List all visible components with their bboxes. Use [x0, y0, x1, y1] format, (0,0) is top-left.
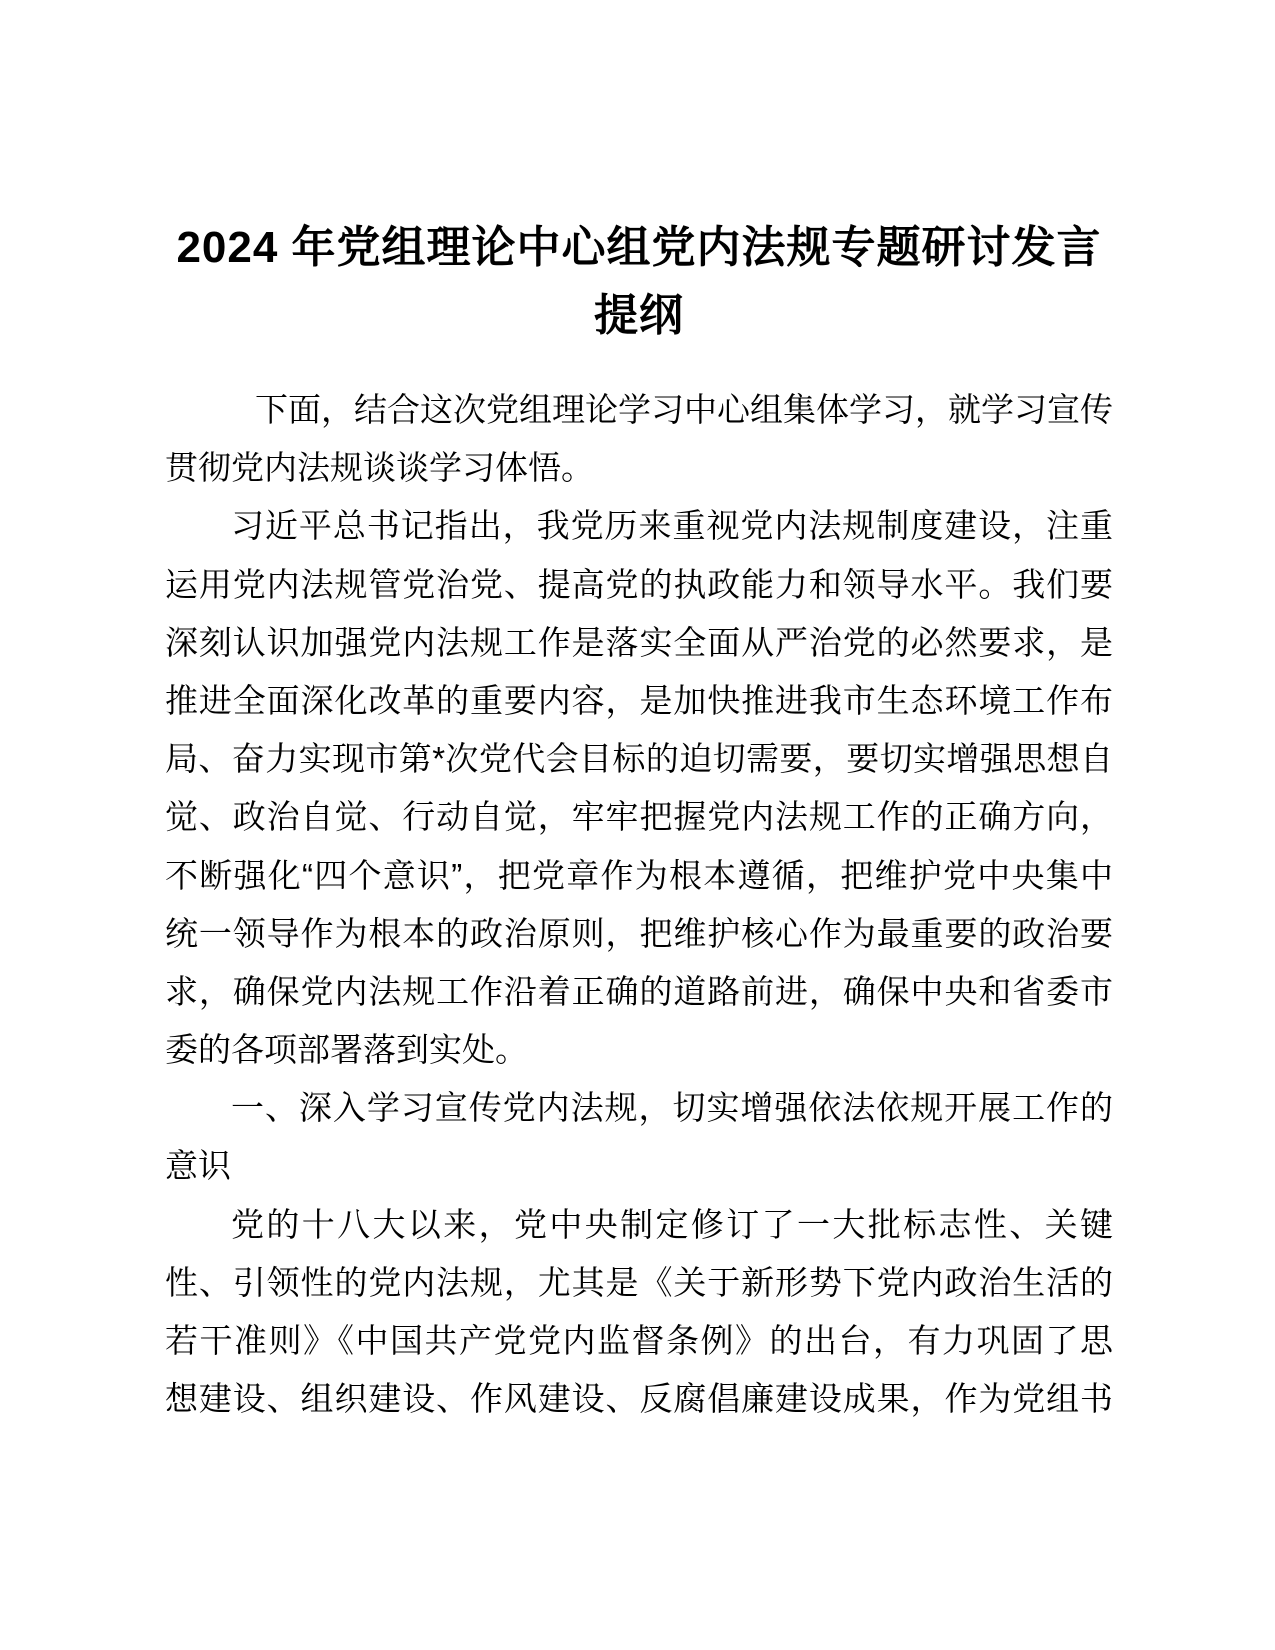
- body-line: 运用党内法规管党治党、提高党的执政能力和领导水平。我们要: [165, 565, 1113, 603]
- para-since-18th-congress: [165, 1196, 1113, 1429]
- body-line: 不断强化“四个意识”，把党章作为根本遵循，把维护党中央集中: [165, 856, 1113, 894]
- body-line: 习近平总书记指出，我党历来重视党内法规制度建设，注重: [231, 507, 1113, 545]
- body-line: 下面，结合这次党组理论学习中心组集体学习，就学习宣传: [255, 391, 1113, 428]
- title-line-2: 提纲: [594, 291, 684, 340]
- body-line: 求，确保党内法规工作沿着正确的道路前进，确保中央和省委市: [165, 972, 1113, 1010]
- document-body: [165, 381, 1113, 1428]
- title-line-1: 2024 年党组理论中心组党内法规专题研讨发言: [176, 223, 1102, 272]
- body-line: 贯彻党内法规谈谈学习体悟。: [165, 449, 594, 487]
- body-line: 统一领导作为根本的政治原则，把维护核心作为最重要的政治要: [165, 914, 1113, 952]
- body-line: 一、深入学习宣传党内法规，切实增强依法依规开展工作的: [231, 1089, 1113, 1127]
- body-line: 觉、政治自觉、行动自觉，牢牢把握党内法规工作的正确方向，: [165, 798, 1113, 836]
- body-line: 党的十八大以来，党中央制定修订了一大批标志性、关键: [231, 1205, 1113, 1243]
- body-line: 推进全面深化改革的重要内容，是加快推进我市生态环境工作布: [165, 681, 1113, 719]
- para-general-secretary-quote: [165, 497, 1113, 1079]
- body-line: 局、奋力实现市第*次党代会目标的迫切需要，要切实增强思想自: [165, 740, 1113, 778]
- body-line: 想建设、组织建设、作风建设、反腐倡廉建设成果，作为党组书: [165, 1380, 1113, 1418]
- body-line: 委的各项部署落到实处。: [165, 1031, 528, 1069]
- body-line: 若干准则》《中国共产党党内监督条例》的出台，有力巩固了思: [165, 1322, 1113, 1359]
- body-line: 深刻认识加强党内法规工作是落实全面从严治党的必然要求，是: [165, 623, 1113, 661]
- document-title: [165, 0, 1113, 350]
- para-intro: [165, 381, 1113, 497]
- body-line: 意识: [165, 1147, 231, 1185]
- body-line: 性、引领性的党内法规，尤其是《关于新形势下党内政治生活的: [165, 1263, 1113, 1301]
- heading-section-one: [165, 1079, 1113, 1195]
